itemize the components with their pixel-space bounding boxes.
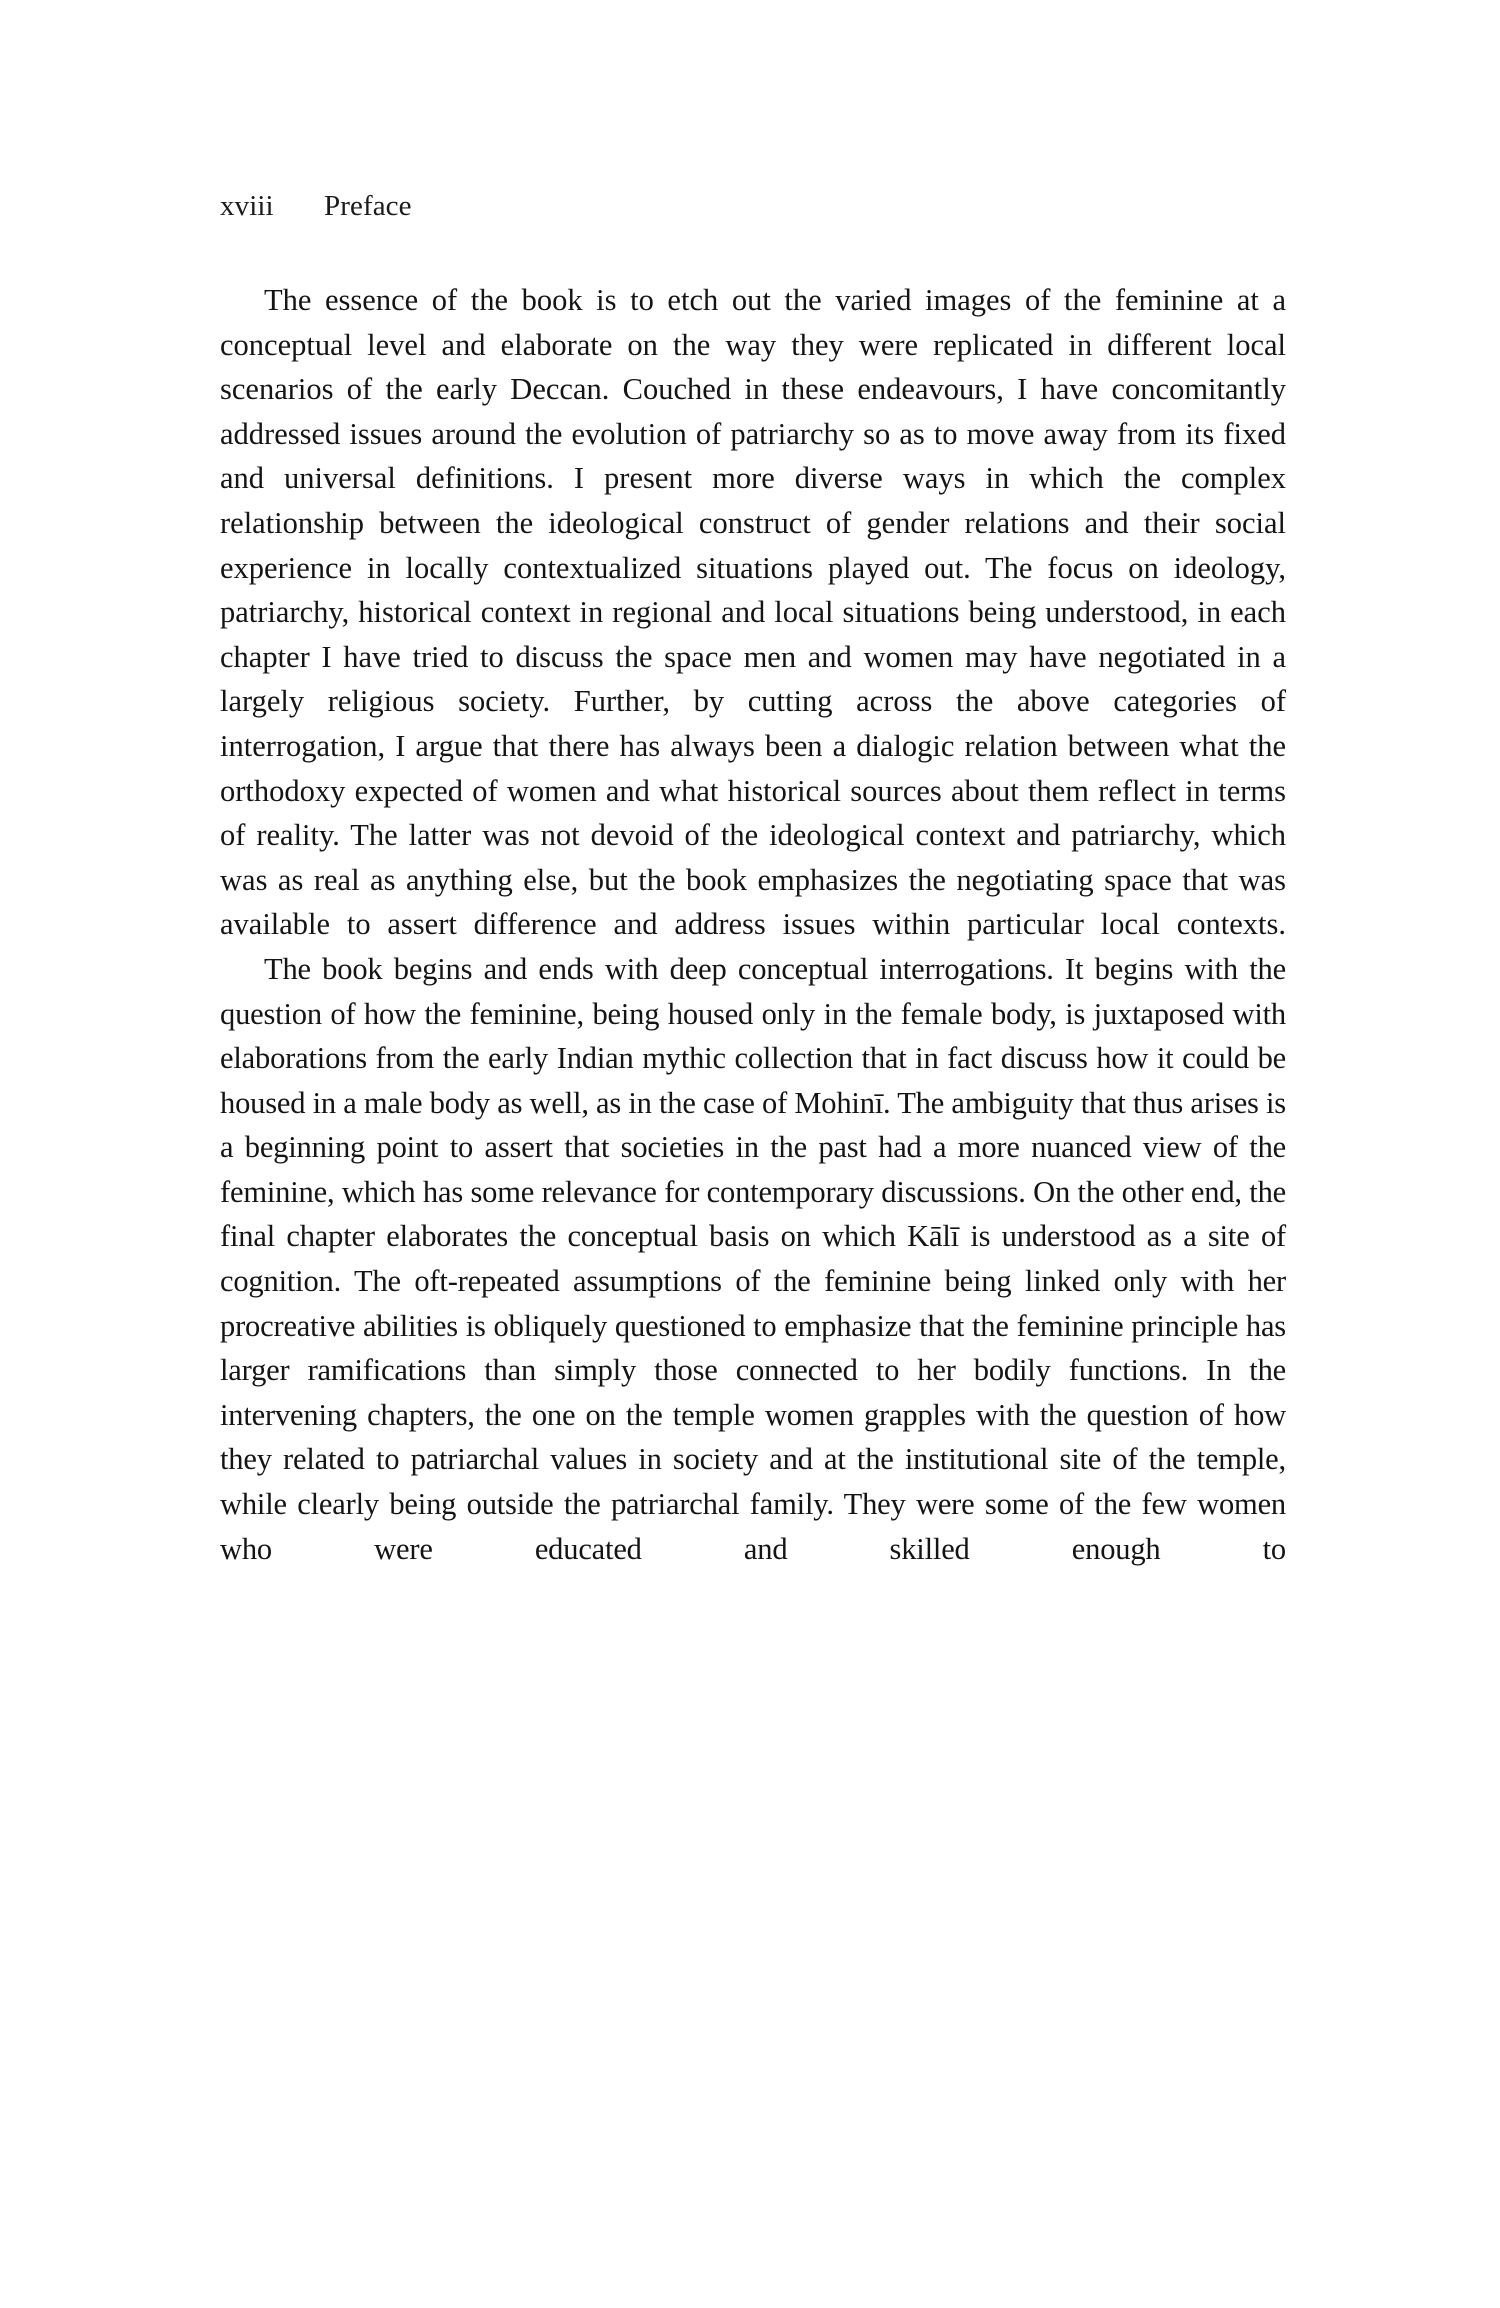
running-head-title: Preface [324, 190, 412, 222]
body-paragraph-1: The essence of the book is to etch out the varied images of the feminine at a conceptual level and elaborate on the way they were replicated in different local scenarios of the early Deccan. Couched in these endeavours, I have concomitantly addressed issues around the evolution of patriarchy so as to move away from its fixed and universal definitions. I present more diverse ways in which the complex relationship between the ideological construct of gender relations and their social experience in locally contextualized situations played out. The focus on ideology, patriarchy, historical context in regional and local situations being understood, in each chapter I have tried to discuss the space men and women may have negotiated in a largely religious society. Further, by cutting across the above categories of interrogation, I argue that there has always been a dialogic relation between what the orthodoxy expected of women and what historical sources about them reflect in terms of reality. The latter was not devoid of the ideological context and patriarchy, which was as real as anything else, but the book emphasizes the negotiating space that was available to assert difference and address issues within particular local contexts. [220, 283, 1286, 942]
page-folio-number: xviii [220, 190, 274, 222]
running-head [220, 192, 1286, 221]
body-paragraph-2: The book begins and ends with deep conceptual interrogations. It begins with the question of how the feminine, being housed only in the female body, is juxtaposed with elaborations from the early Indian mythic collection that in fact discuss how it could be housed in a male body as well, as in the case of Mohinī. The ambiguity that thus arises is a beginning point to assert that societies in the past had a more nuanced view of the feminine, which has some relevance for contemporary discussions. On the other end, the final chapter elaborates the conceptual basis on which Kālī is understood as a site of cognition. The oft-repeated assumptions of the feminine being linked only with her procreative abilities is obliquely questioned to emphasize that the feminine principle has larger ramifications than simply those connected to her bodily functions. In the intervening chapters, the one on the temple women grapples with the question of how they related to patriarchal values in society and at the institutional site of the temple, while clearly being outside the patriarchal family. They were some of the few women who were educated and skilled enough to [220, 951, 1286, 1566]
body-text-column [220, 278, 1286, 1571]
